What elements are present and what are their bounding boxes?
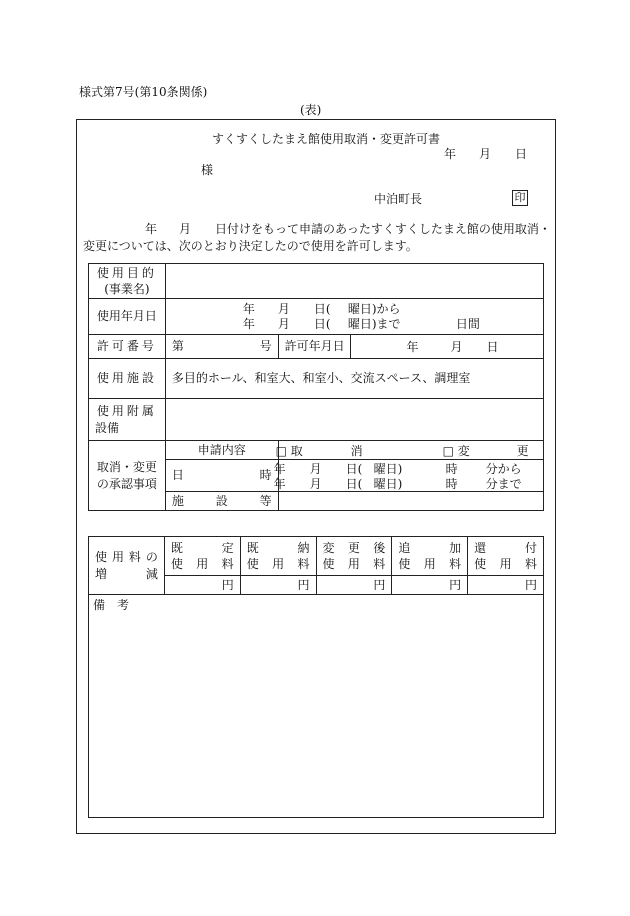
fee-change-label: 使 用 料 の 増 減 bbox=[89, 537, 165, 595]
fee-col-3-bottom: 使 用 料 bbox=[322, 557, 386, 571]
seal-stamp: 印 bbox=[512, 190, 528, 206]
fee-table bbox=[88, 536, 544, 818]
form-number: 様式第7号(第10条関係) bbox=[79, 85, 208, 99]
nichiji-value[interactable]: 年 月 日( 曜日) 時 分から 年 月 日( 曜日) 時 分まで bbox=[278, 460, 543, 492]
document-title: すくすくしたまえ館使用取消・変更許可書 bbox=[212, 132, 441, 146]
use-date-value[interactable]: 年 月 日( 曜日)から 年 月 日( 曜日)まで 日間 bbox=[165, 299, 543, 335]
fee-col-3-top: 変 更 後 bbox=[322, 540, 386, 555]
fee-col-4-top: 追 加 bbox=[398, 540, 462, 555]
permit-number-value[interactable]: 第 号 bbox=[165, 335, 278, 359]
fee-col-2-top: 既 納 bbox=[246, 540, 310, 555]
fee-col-3 bbox=[316, 537, 392, 576]
permit-date-label: 許可年月日 bbox=[278, 335, 351, 359]
fee-col-5-top: 還 付 bbox=[474, 540, 537, 555]
purpose-label: 使用目的 (事業名) bbox=[89, 264, 166, 299]
fee-col-1-top: 既 定 bbox=[170, 540, 234, 555]
purpose-value[interactable] bbox=[165, 264, 543, 299]
fee-amount-1[interactable]: 円 bbox=[164, 576, 240, 595]
equipment-value[interactable] bbox=[165, 399, 543, 441]
permit-date-value[interactable]: 年 月 日 bbox=[351, 335, 544, 359]
nichiji-label: 日 時 bbox=[165, 460, 278, 492]
remarks-box[interactable] bbox=[89, 595, 544, 818]
fee-col-2 bbox=[240, 537, 316, 576]
main-table bbox=[88, 263, 544, 511]
use-date-label: 使用年月日 bbox=[89, 299, 166, 335]
fee-col-2-bottom: 使 用 料 bbox=[246, 557, 310, 571]
application-content-value[interactable]: □ 取 消 □ 変 更 bbox=[278, 441, 543, 460]
equipment-label: 使用附属 設備 bbox=[89, 399, 166, 441]
cancel-checkbox[interactable]: □ 取 bbox=[275, 443, 303, 458]
front-side-label: (表) bbox=[300, 103, 322, 117]
remarks-label: 備考 bbox=[93, 598, 142, 612]
facility-label: 使用施設 bbox=[89, 359, 166, 399]
fee-amount-2[interactable]: 円 bbox=[240, 576, 316, 595]
fee-amount-4[interactable]: 円 bbox=[392, 576, 468, 595]
issuer-name: 中泊町長 bbox=[374, 192, 423, 206]
fee-col-1-bottom: 使 用 料 bbox=[170, 557, 234, 571]
change-checkbox[interactable]: □ 変 bbox=[442, 443, 470, 458]
permit-number-label: 許可番号 bbox=[89, 335, 166, 359]
fee-col-4 bbox=[392, 537, 468, 576]
facility-value: 多目的ホール、和室大、和室小、交流スペース、調理室 bbox=[165, 359, 543, 399]
cancel-change-label: 取消・変更 の承認事項 bbox=[89, 441, 166, 511]
application-content-label: 申請内容 bbox=[165, 441, 278, 460]
fee-col-1 bbox=[164, 537, 240, 576]
shisetsu-value[interactable] bbox=[278, 492, 543, 511]
fee-col-5-bottom: 使 用 料 bbox=[474, 557, 537, 571]
fee-col-5 bbox=[468, 537, 544, 576]
fee-amount-5[interactable]: 円 bbox=[468, 576, 544, 595]
fee-col-4-bottom: 使 用 料 bbox=[398, 557, 462, 571]
fee-amount-3[interactable]: 円 bbox=[316, 576, 392, 595]
addressee-sama: 様 bbox=[201, 163, 214, 177]
shisetsu-label: 施 設 等 bbox=[165, 492, 278, 511]
